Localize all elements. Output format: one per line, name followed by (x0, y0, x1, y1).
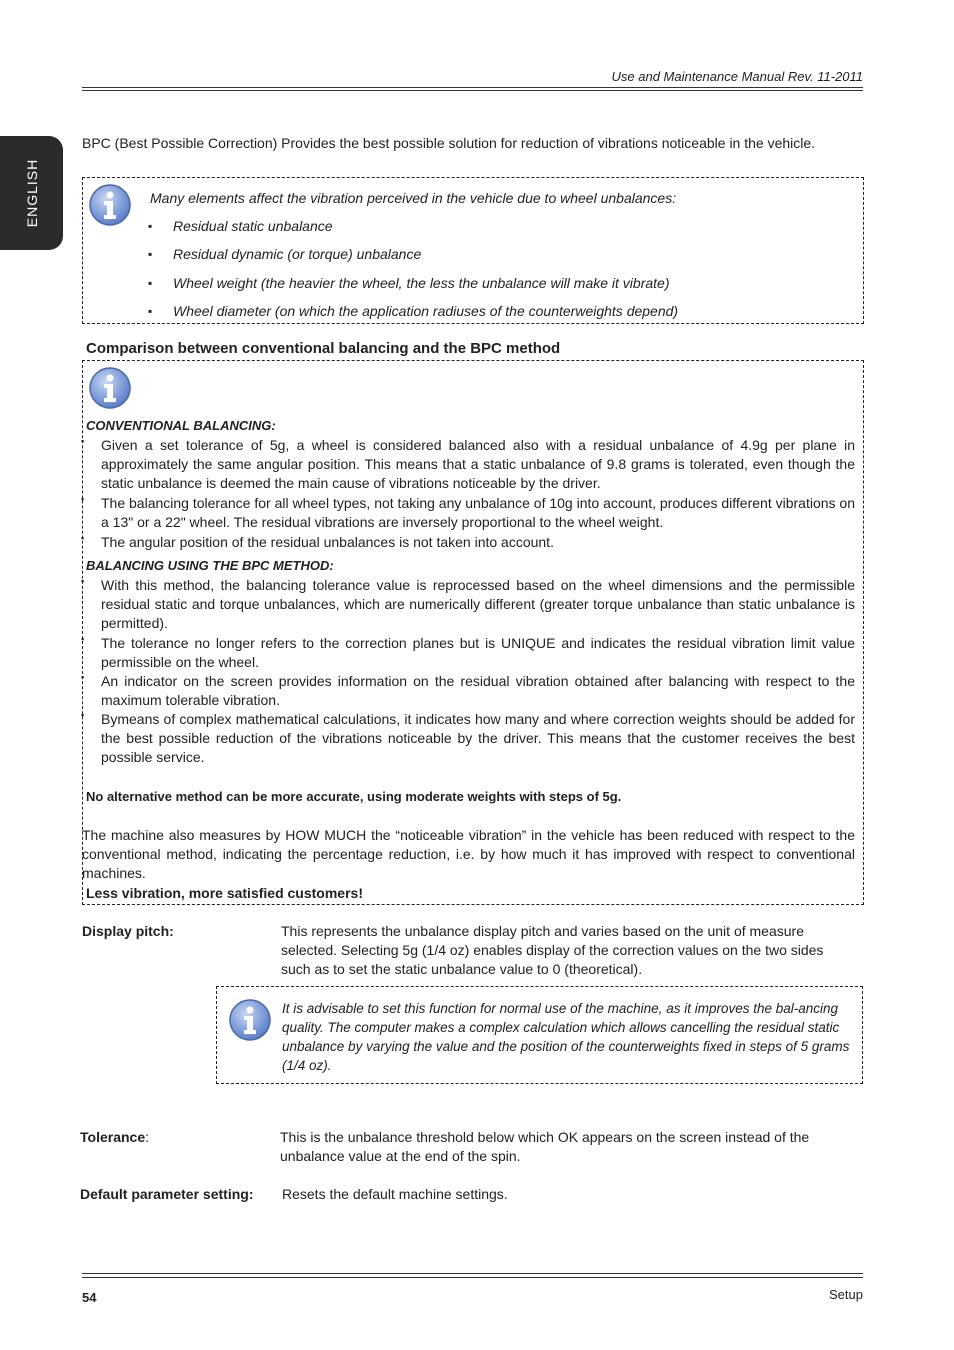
header-title: Use and Maintenance Manual Rev. 11-2011 (611, 69, 863, 84)
tolerance-label-wrap (80, 1129, 149, 1145)
conventional-item: Given a set tolerance of 5g, a wheel is considered balanced also with a residual unbalance of 4.9g per plane in approximately the same angular position. This means that a static unbalance of 9.8 grams is tolerated, even though the static unbalance is deemed the main cause of vibrations noticeable by the driver. (101, 437, 855, 491)
measure-paragraph: The machine also measures by HOW MUCH the “noticeable vibration” in the vehicle has been reduced with respect to the conventional method, indicating the percentage reduction, i.e. by how much it has improved with respect to conventional machines. (82, 827, 855, 881)
bullet-marker: ▪ (81, 576, 85, 586)
slogan: Less vibration, more satisfied customers! (86, 885, 363, 901)
page-number: 54 (82, 1290, 97, 1305)
display-pitch-text: This represents the unbalance display pitch and varies based on the unit of measure selected. Selecting 5g (1/4 oz) enables display of the correction values on the two sides such as to set the static unbalance value to 0 (theoretical). (281, 923, 824, 977)
default-setting-text: Resets the default machine settings. (282, 1186, 508, 1202)
display-pitch-note: It is advisable to set this function for normal use of the machine, as it improves the bal-ancing quality. The computer makes a complex calculation which allows cancelling the residual static unbalance by varying the value and the position of the counterweights fixed in steps of 5 grams (1/4 oz). (282, 1001, 850, 1073)
bold-note: No alternative method can be more accurate, using moderate weights with steps of 5g. (86, 789, 622, 804)
tolerance-label: Tolerance (80, 1129, 146, 1145)
default-setting-label: Default parameter setting: (80, 1186, 254, 1202)
bullet-marker: ▪ (81, 494, 85, 504)
info-icon (88, 366, 132, 410)
bullet-marker: ▪ (148, 247, 153, 261)
footer-section: Setup (829, 1287, 863, 1302)
bpc-item: The tolerance no longer refers to the correction planes but is UNIQUE and indicates the residual vibration limit value permissible on the wheel. (101, 635, 855, 670)
language-tab (0, 136, 63, 250)
bullet-marker: ▪ (81, 634, 85, 644)
info-icon (228, 998, 272, 1042)
bpc-title: BALANCING USING THE BPC METHOD: (86, 558, 334, 573)
info-box-item: Residual dynamic (or torque) unbalance (173, 246, 422, 262)
tolerance-text: This is the unbalance threshold below which OK appears on the screen instead of the unbalance value at the end of the spin. (280, 1129, 810, 1164)
bpc-item: Bymeans of complex mathematical calculations, it indicates how many and where correction weights should be added for the best possible reduction of the vibrations noticeable by the driver. This means that the customer receives the best possible service. (101, 711, 855, 765)
bpc-item: An indicator on the screen provides information on the residual vibration obtained after balancing with respect to the maximum tolerable vibration. (101, 673, 855, 708)
header-rule (82, 87, 863, 88)
language-tab-label: ENGLISH (23, 158, 40, 228)
bullet-marker: ▪ (81, 672, 85, 682)
info-icon (88, 183, 132, 227)
conventional-item: The balancing tolerance for all wheel types, not taking any unbalance of 10g into account, produces different vibrations on a 13" or a 22" wheel. The residual vibrations are inversely proportional to the wheel weight. (101, 495, 855, 530)
conventional-item: The angular position of the residual unbalances is not taken into account. (101, 534, 554, 550)
info-box-item: Wheel diameter (on which the application radiuses of the counterweights depend) (173, 303, 679, 319)
info-box-lead: Many elements affect the vibration perceived in the vehicle due to wheel unbalances: (150, 190, 677, 206)
bullet-marker: ▪ (148, 219, 153, 233)
tolerance-colon: : (145, 1129, 149, 1145)
conventional-title: CONVENTIONAL BALANCING: (86, 418, 276, 433)
info-box-item: Wheel weight (the heavier the wheel, the less the unbalance will make it vibrate) (173, 275, 670, 291)
footer-rule-2 (82, 1277, 863, 1278)
footer-rule (82, 1273, 863, 1274)
bullet-marker: ▪ (81, 436, 85, 446)
bullet-marker: ▪ (81, 710, 85, 720)
info-box-item: Residual static unbalance (173, 218, 333, 234)
bullet-marker: ▪ (81, 533, 85, 543)
display-pitch-label: Display pitch: (82, 923, 174, 939)
bullet-marker: ▪ (148, 304, 153, 318)
header-rule-2 (82, 90, 863, 91)
bullet-marker: ▪ (148, 276, 153, 290)
intro-paragraph: BPC (Best Possible Correction) Provides the best possible solution for reduction of vibrations noticeable in the vehicle. (82, 135, 816, 151)
comparison-heading: Comparison between conventional balancing and the BPC method (86, 340, 561, 357)
bpc-item: With this method, the balancing tolerance value is reprocessed based on the wheel dimensions and the permissible residual static and torque unbalances, which are numerically different (greater torque unbalance than static unbalance is permitted). (101, 577, 855, 631)
